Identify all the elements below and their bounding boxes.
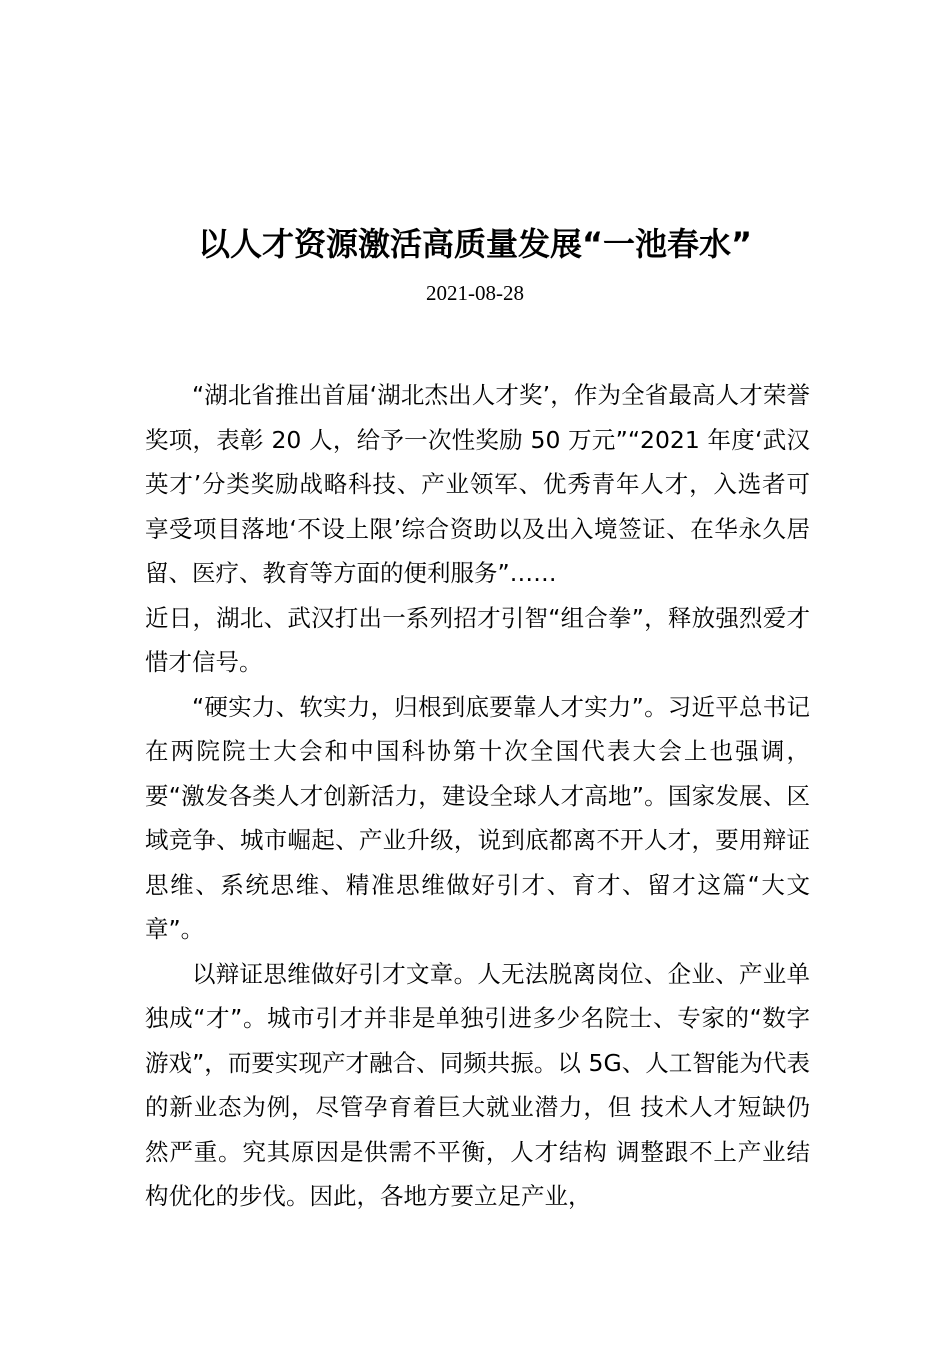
paragraph: “湖北省推出首届‘湖北杰出人才奖’，作为全省最高人才荣誉奖项，表彰 20 人，给予一次性奖励 50 万元”“2021 年度‘武汉英才’分类奖励战略科技、产业领军、优秀青年人才，入选者可享受项目落地‘不设上限’综合资助以及出入境签证、在华永久居留、医疗、教育等方面的便利服务”…… — [145, 381, 810, 587]
paragraph: 以辩证思维做好引才文章。人无法脱离岗位、企业、产业单独成“才”。城市引才并非是单独引进多少名院士、专家的“数字游戏”，而要实现产才融合、同频共振。以 5G、人工智能为代表的新业态为例，尽管孕育着巨大就业潜力，但 技术人才短缺仍然严重。究其原因是供需不平衡，人才结构 调整跟不上产业结构优化的步伐。因此，各地方要立足产业， — [145, 959, 810, 1210]
article-date: 2021-08-28 — [426, 281, 524, 305]
paragraph: 近日，湖北、武汉打出一系列招才引智“组合拳”，释放强烈爱才惜才信号。 — [145, 603, 810, 676]
article-title: 以人才资源激活高质量发展“一池春水” — [197, 225, 753, 263]
article-body — [145, 373, 810, 1219]
paragraph: “硬实力、软实力，归根到底要靠人才实力”。习近平总书记在两院院士大会和中国科协第十次全国代表大会上也强调，要“激发各类人才创新活力，建设全球人才高地”。国家发展、区域竞争、城市崛起、产业升级，说到底都离不开人才，要用辩证思维、系统思维、精准思维做好引才、育才、留才这篇“大文章”。 — [145, 692, 810, 943]
